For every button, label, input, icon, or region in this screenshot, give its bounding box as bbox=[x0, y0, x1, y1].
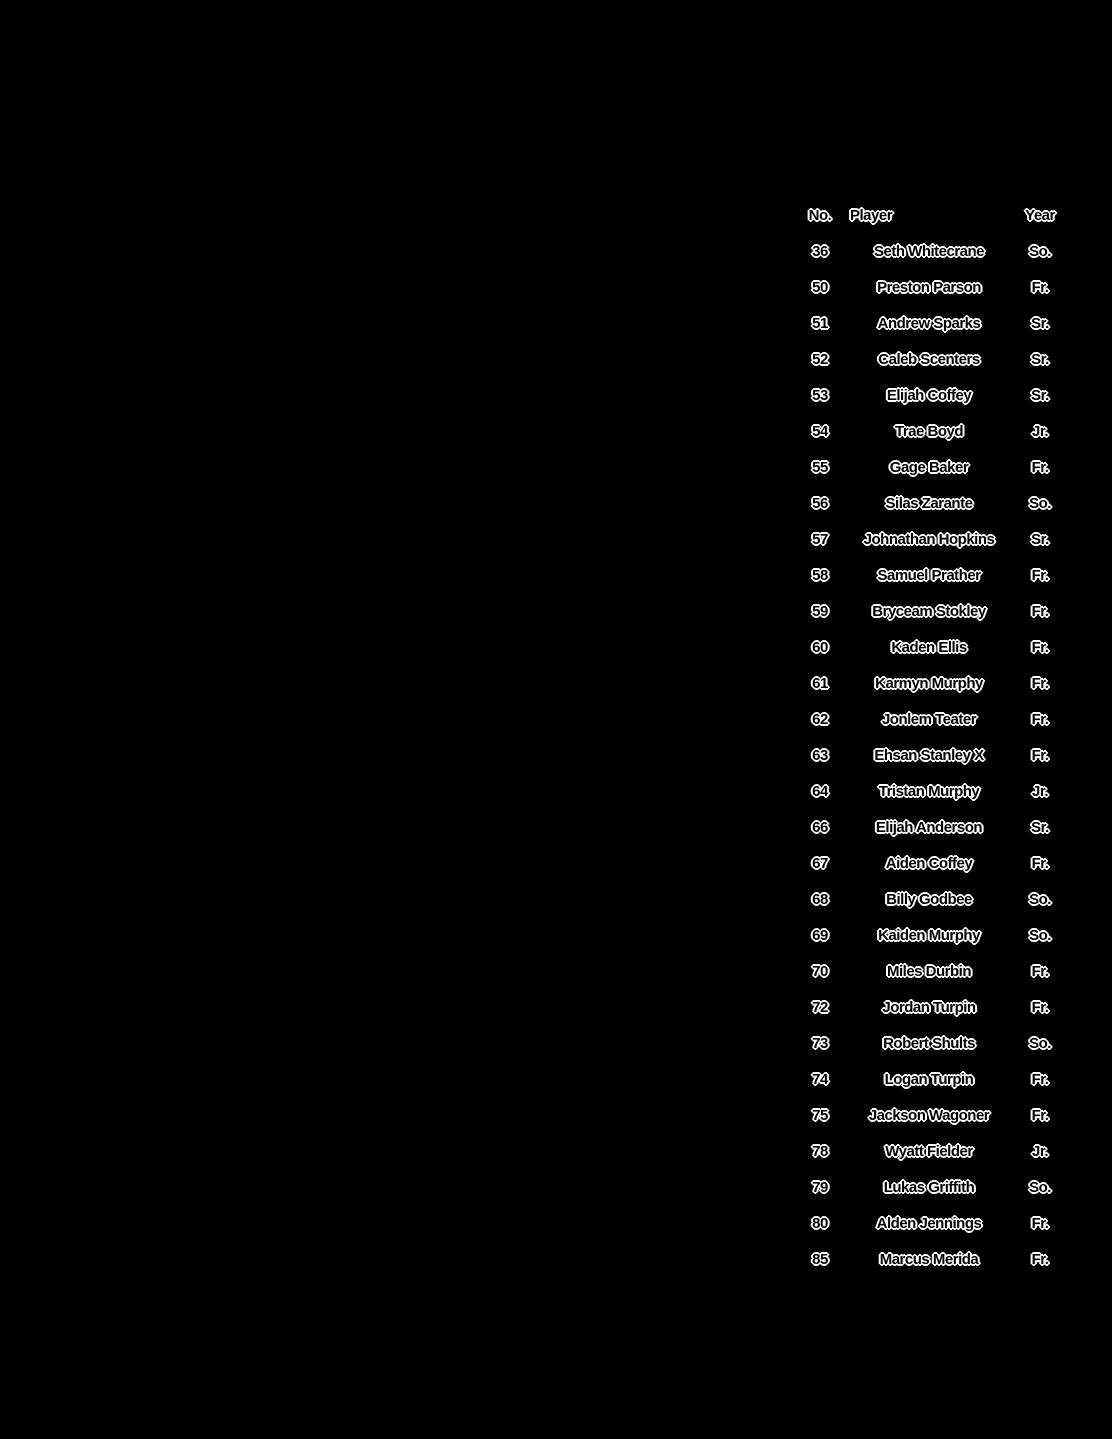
player-name: Kaden Ellis bbox=[891, 639, 967, 656]
player-year: So. bbox=[1029, 1035, 1051, 1052]
player-number: 80 bbox=[812, 1215, 828, 1232]
player-number: 67 bbox=[812, 855, 828, 872]
player-number: 72 bbox=[812, 999, 828, 1016]
player-name: Alden Jennings bbox=[876, 1215, 982, 1232]
player-number: 55 bbox=[812, 459, 828, 476]
player-year: Fr. bbox=[1031, 747, 1049, 764]
player-name: Andrew Sparks bbox=[877, 315, 981, 332]
roster-header-row bbox=[800, 198, 1070, 234]
player-number: 53 bbox=[812, 387, 828, 404]
player-name: Bryceam Stokley bbox=[872, 603, 986, 620]
player-year: So. bbox=[1029, 927, 1051, 944]
header-no: No. bbox=[808, 207, 832, 224]
player-year: Fr. bbox=[1031, 1107, 1049, 1124]
player-year: Fr. bbox=[1031, 675, 1049, 692]
player-name: Aiden Coffey bbox=[885, 855, 973, 872]
player-name: Miles Durbin bbox=[886, 963, 971, 980]
player-name: Seth Whitecrane bbox=[873, 243, 985, 260]
player-number: 66 bbox=[812, 819, 828, 836]
player-number: 57 bbox=[812, 531, 828, 548]
table-row bbox=[800, 1170, 1070, 1206]
table-row bbox=[800, 1206, 1070, 1242]
player-year: Jr. bbox=[1031, 423, 1049, 440]
table-row bbox=[800, 702, 1070, 738]
player-number: 58 bbox=[812, 567, 828, 584]
table-row bbox=[800, 774, 1070, 810]
player-year: So. bbox=[1029, 891, 1051, 908]
player-year: Fr. bbox=[1031, 1251, 1049, 1268]
player-year: Sr. bbox=[1031, 351, 1049, 368]
table-row bbox=[800, 450, 1070, 486]
player-number: 59 bbox=[812, 603, 828, 620]
table-row bbox=[800, 558, 1070, 594]
player-year: Fr. bbox=[1031, 1071, 1049, 1088]
table-row bbox=[800, 846, 1070, 882]
player-year: Fr. bbox=[1031, 567, 1049, 584]
player-name: Elijah Coffey bbox=[886, 387, 972, 404]
player-year: Fr. bbox=[1031, 999, 1049, 1016]
player-name: Gage Baker bbox=[889, 459, 969, 476]
player-number: 64 bbox=[812, 783, 828, 800]
header-player: Player bbox=[850, 207, 893, 224]
player-number: 63 bbox=[812, 747, 828, 764]
player-number: 74 bbox=[812, 1071, 828, 1088]
player-name: Robert Shults bbox=[883, 1035, 975, 1052]
table-row bbox=[800, 882, 1070, 918]
player-name: Ehsan Stanley X bbox=[874, 747, 984, 764]
roster-table bbox=[800, 198, 1070, 1278]
player-year: Fr. bbox=[1031, 459, 1049, 476]
table-row bbox=[800, 738, 1070, 774]
player-number: 60 bbox=[812, 639, 828, 656]
player-number: 85 bbox=[812, 1251, 828, 1268]
player-number: 70 bbox=[812, 963, 828, 980]
table-row bbox=[800, 630, 1070, 666]
table-row bbox=[800, 1026, 1070, 1062]
table-row bbox=[800, 378, 1070, 414]
player-name: Johnathan Hopkins bbox=[863, 531, 995, 548]
table-row bbox=[800, 1242, 1070, 1278]
player-number: 62 bbox=[812, 711, 828, 728]
player-name: Trae Boyd bbox=[894, 423, 964, 440]
player-name: Billy Godbee bbox=[886, 891, 972, 908]
player-year: Jr. bbox=[1031, 783, 1049, 800]
table-row bbox=[800, 486, 1070, 522]
player-name: Tristan Murphy bbox=[878, 783, 980, 800]
player-number: 78 bbox=[812, 1143, 828, 1160]
player-number: 61 bbox=[812, 675, 828, 692]
player-number: 36 bbox=[812, 243, 828, 260]
player-year: Sr. bbox=[1031, 315, 1049, 332]
player-number: 51 bbox=[812, 315, 828, 332]
player-year: So. bbox=[1029, 243, 1051, 260]
player-number: 54 bbox=[812, 423, 828, 440]
roster-body bbox=[800, 234, 1070, 1278]
player-number: 56 bbox=[812, 495, 828, 512]
player-number: 69 bbox=[812, 927, 828, 944]
player-name: Karmyn Murphy bbox=[875, 675, 983, 692]
player-name: Lukas Griffith bbox=[883, 1179, 975, 1196]
player-name: Logan Turpin bbox=[884, 1071, 974, 1088]
table-row bbox=[800, 666, 1070, 702]
player-year: Fr. bbox=[1031, 963, 1049, 980]
table-row bbox=[800, 1098, 1070, 1134]
player-number: 52 bbox=[812, 351, 828, 368]
player-year: Sr. bbox=[1031, 531, 1049, 548]
player-year: So. bbox=[1029, 1179, 1051, 1196]
table-row bbox=[800, 270, 1070, 306]
table-row bbox=[800, 810, 1070, 846]
table-row bbox=[800, 918, 1070, 954]
player-year: Fr. bbox=[1031, 1215, 1049, 1232]
player-year: Jr. bbox=[1031, 1143, 1049, 1160]
player-number: 50 bbox=[812, 279, 828, 296]
table-row bbox=[800, 954, 1070, 990]
player-year: Fr. bbox=[1031, 603, 1049, 620]
player-year: Fr. bbox=[1031, 855, 1049, 872]
player-name: Samuel Prather bbox=[877, 567, 981, 584]
player-year: Fr. bbox=[1031, 711, 1049, 728]
player-year: Fr. bbox=[1031, 639, 1049, 656]
table-row bbox=[800, 990, 1070, 1026]
player-number: 75 bbox=[812, 1107, 828, 1124]
player-name: Marcus Merida bbox=[879, 1251, 979, 1268]
player-year: So. bbox=[1029, 495, 1051, 512]
player-name: Preston Parson bbox=[877, 279, 981, 296]
player-number: 73 bbox=[812, 1035, 828, 1052]
table-row bbox=[800, 1134, 1070, 1170]
player-name: Jonlem Teater bbox=[881, 711, 977, 728]
player-name: Jordan Turpin bbox=[882, 999, 976, 1016]
table-row bbox=[800, 234, 1070, 270]
player-name: Wyatt Fielder bbox=[885, 1143, 973, 1160]
player-name: Caleb Scenters bbox=[878, 351, 980, 368]
player-name: Silas Zarante bbox=[885, 495, 973, 512]
table-row bbox=[800, 306, 1070, 342]
table-row bbox=[800, 342, 1070, 378]
table-row bbox=[800, 522, 1070, 558]
player-name: Kaiden Murphy bbox=[878, 927, 980, 944]
player-name: Jackson Wagoner bbox=[868, 1107, 990, 1124]
header-year: Year bbox=[1025, 207, 1055, 224]
player-year: Sr. bbox=[1031, 387, 1049, 404]
player-number: 79 bbox=[812, 1179, 828, 1196]
player-year: Sr. bbox=[1031, 819, 1049, 836]
player-name: Elijah Anderson bbox=[875, 819, 983, 836]
table-row bbox=[800, 594, 1070, 630]
table-row bbox=[800, 414, 1070, 450]
table-row bbox=[800, 1062, 1070, 1098]
player-year: Fr. bbox=[1031, 279, 1049, 296]
player-number: 68 bbox=[812, 891, 828, 908]
